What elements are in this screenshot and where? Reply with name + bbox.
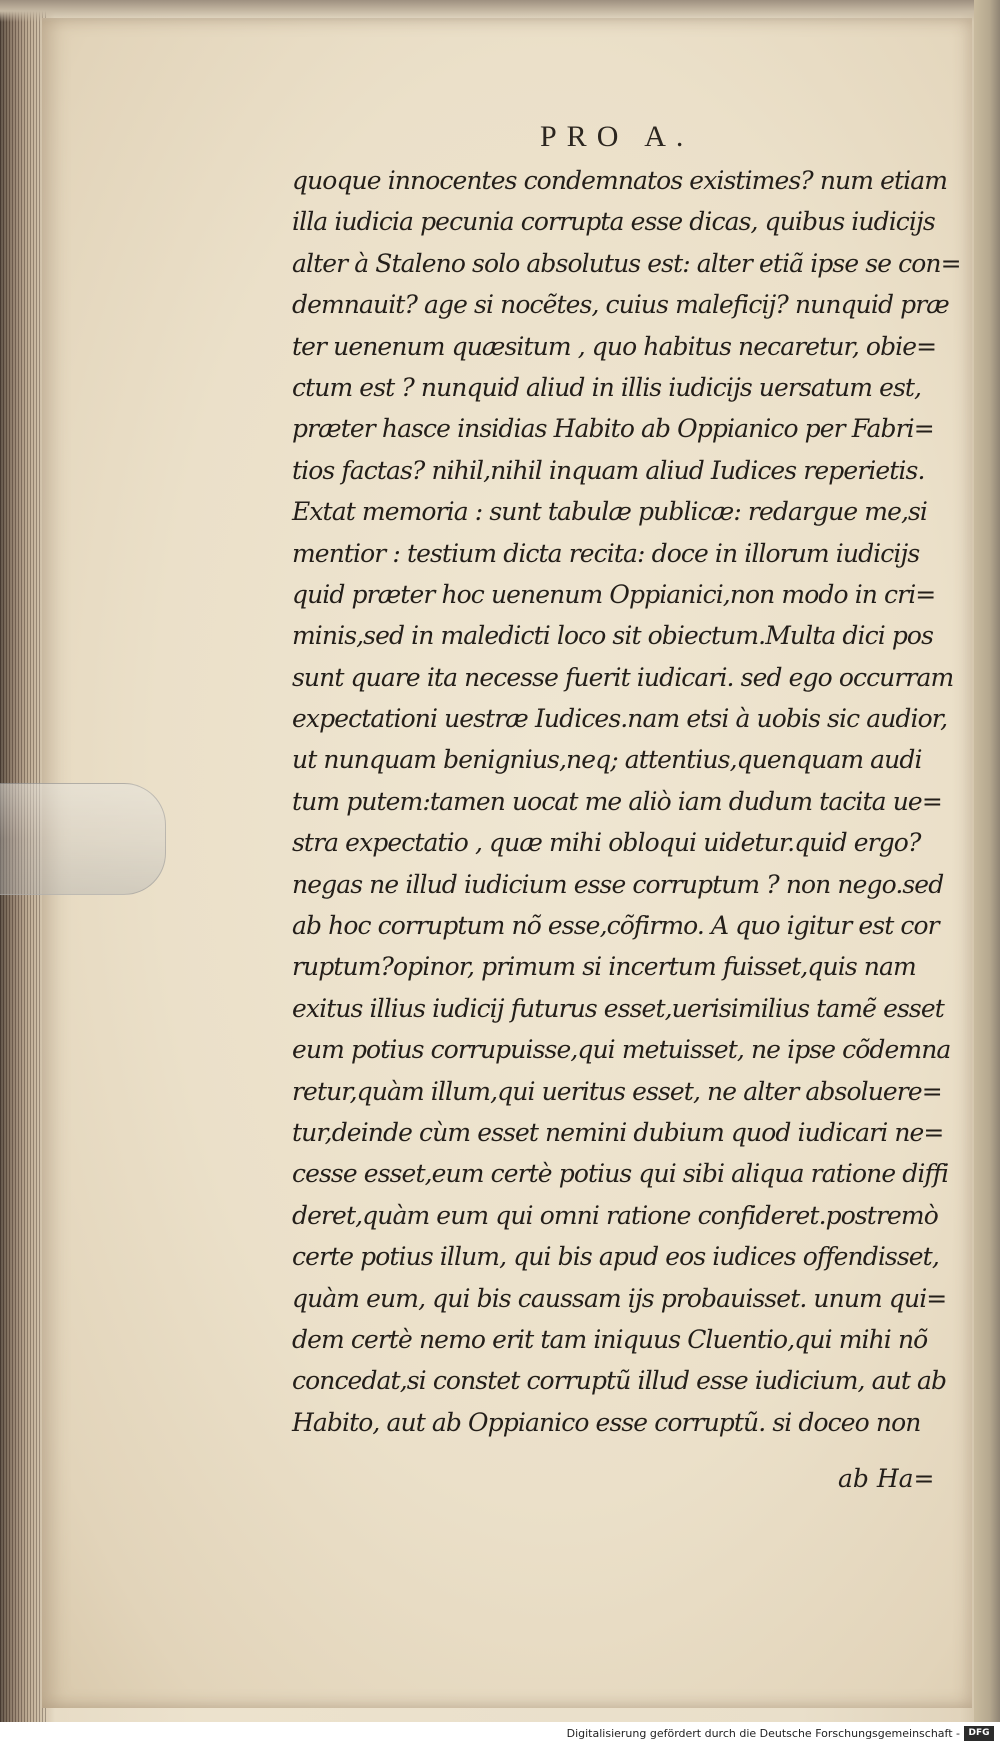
- text-line: quoque innocentes condemnatos existimes? num etiam: [292, 166, 948, 195]
- text-line: tum putem:tamen uocat me aliò iam dudum tacita ue=: [292, 786, 942, 816]
- running-title: PRO A.: [540, 120, 694, 153]
- text-line: exitus illius iudicij futurus esset,uerisimilius tamẽ esset: [292, 993, 944, 1023]
- top-page-fold: [0, 0, 1000, 22]
- text-line: demnauit? age si nocẽtes, cuius maleficij? nunquid præ: [292, 290, 949, 320]
- text-line: quàm eum, qui bis caussam ijs probauisset. unum qui=: [292, 1283, 947, 1313]
- text-line: illa iudicia pecunia corrupta esse dicas, quibus iudicijs: [292, 207, 935, 237]
- text-line: retur,quàm illum,qui ueritus esset, ne alter absoluere=: [292, 1076, 942, 1106]
- text-line: stra expectatio , quæ mihi obloqui uidetur.quid ergo?: [292, 828, 921, 858]
- text-line: mentior : testium dicta recita: doce in illorum iudicijs: [292, 538, 920, 568]
- text-line: eum potius corrupuisse,qui metuisset, ne ipse cõdemna: [292, 1035, 951, 1065]
- text-line: ut nunquam benignius,neq; attentius,quenquam audi: [292, 745, 922, 775]
- text-line: tur,deinde cùm esset nemini dubium quod iudicari ne=: [292, 1117, 944, 1147]
- text-line: sunt quare ita necesse fuerit iudicari. sed ego occurram: [292, 662, 954, 692]
- dfg-logo-icon: DFG: [964, 1726, 994, 1741]
- catchword: ab Ha=: [838, 1464, 935, 1493]
- text-line: quid præter hoc uenenum Oppianici,non modo in cri=: [292, 579, 936, 609]
- text-line: deret,quàm eum qui omni ratione confideret.postremò: [292, 1200, 938, 1230]
- text-line: negas ne illud iudicium esse corruptum ? non nego.sed: [292, 869, 944, 899]
- text-line: Extat memoria : sunt tabulæ publicæ: redargue me,si: [292, 497, 928, 527]
- body-text: [292, 160, 962, 1443]
- text-line: alter à Staleno solo absolutus est: alter etiã ipse se con=: [292, 248, 961, 278]
- text-line: ab hoc corruptum nõ esse,cõfirmo. A quo igitur est cor: [292, 911, 939, 941]
- text-line: ctum est ? nunquid aliud in illis iudicijs uersatum est,: [292, 372, 922, 402]
- text-line: expectationi uestræ Iudices.nam etsi à uobis sic audior,: [292, 704, 948, 734]
- text-line: ruptum?opinor, primum si incertum fuisset,quis nam: [292, 952, 916, 982]
- digitization-credit: Digitalisierung gefördert durch die Deutsche Forschungsgemeinschaft -: [566, 1727, 960, 1740]
- text-line: præter hasce insidias Habito ab Oppianico per Fabri=: [292, 414, 934, 444]
- glass-clip: [0, 783, 166, 895]
- text-line: minis,sed in maledicti loco sit obiectum.Multa dici pos: [292, 621, 934, 651]
- right-page-edge: [974, 0, 1000, 1745]
- text-line: cesse esset,eum certè potius qui sibi aliqua ratione diffi: [292, 1159, 949, 1189]
- text-line: dem certè nemo erit tam iniquus Cluentio,qui mihi nõ: [292, 1324, 928, 1354]
- text-line: ter uenenum quæsitum , quo habitus necaretur, obie=: [292, 331, 937, 361]
- text-line: concedat,si constet corruptũ illud esse iudicium, aut ab: [292, 1366, 947, 1396]
- text-line: tios factas? nihil,nihil inquam aliud Iudices reperietis.: [292, 455, 925, 485]
- text-line: Habito, aut ab Oppianico esse corruptũ. si doceo non: [292, 1407, 921, 1437]
- text-line: certe potius illum, qui bis apud eos iudices offendisset,: [292, 1242, 939, 1272]
